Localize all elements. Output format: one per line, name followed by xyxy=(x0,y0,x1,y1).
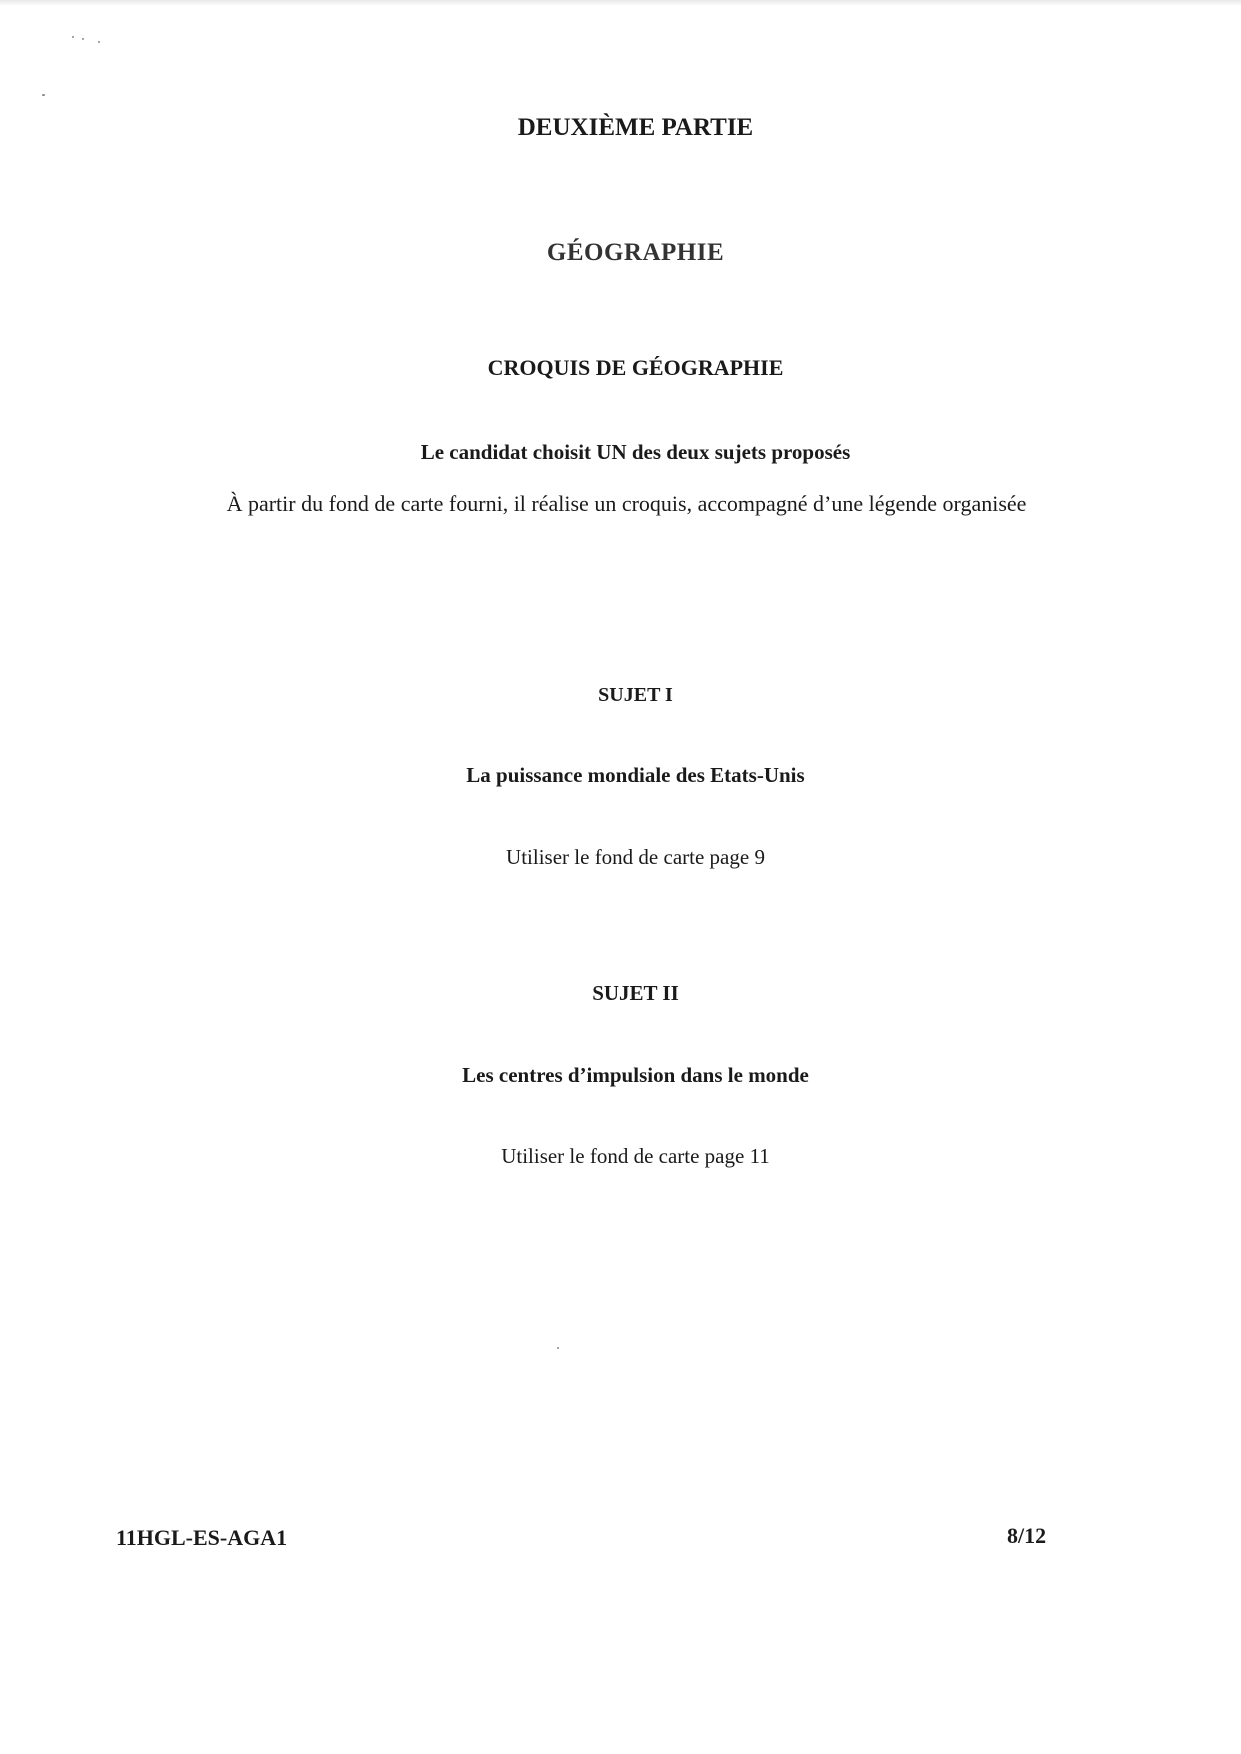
part-title: DEUXIÈME PARTIE xyxy=(517,114,754,141)
subject-2-label: SUJET II xyxy=(592,981,679,1005)
instruction-task: À partir du fond de carte fourni, il réalise un croquis, accompagné d’une légende organisée xyxy=(226,491,1027,516)
scan-speck xyxy=(72,36,74,38)
scan-speck xyxy=(42,94,45,96)
subject-title: GÉOGRAPHIE xyxy=(546,239,725,266)
subject-2-note: Utiliser le fond de carte page 11 xyxy=(501,1144,770,1168)
subject-1-note: Utiliser le fond de carte page 9 xyxy=(506,845,765,869)
subject-2-title: Les centres d’impulsion dans le monde xyxy=(462,1063,809,1087)
footer-page-number: 8/12 xyxy=(1007,1523,1047,1548)
section-title: CROQUIS DE GÉOGRAPHIE xyxy=(487,355,784,380)
instruction-choice: Le candidat choisit UN des deux sujets proposés xyxy=(420,440,851,464)
subject-1-label: SUJET I xyxy=(598,684,673,706)
scan-speck xyxy=(82,38,84,40)
scan-speck xyxy=(98,41,100,43)
subject-1-title: La puissance mondiale des Etats-Unis xyxy=(466,763,805,787)
footer-code: 11HGL-ES-AGA1 xyxy=(116,1525,288,1550)
scan-edge xyxy=(0,0,1241,6)
scan-speck xyxy=(557,1347,559,1349)
